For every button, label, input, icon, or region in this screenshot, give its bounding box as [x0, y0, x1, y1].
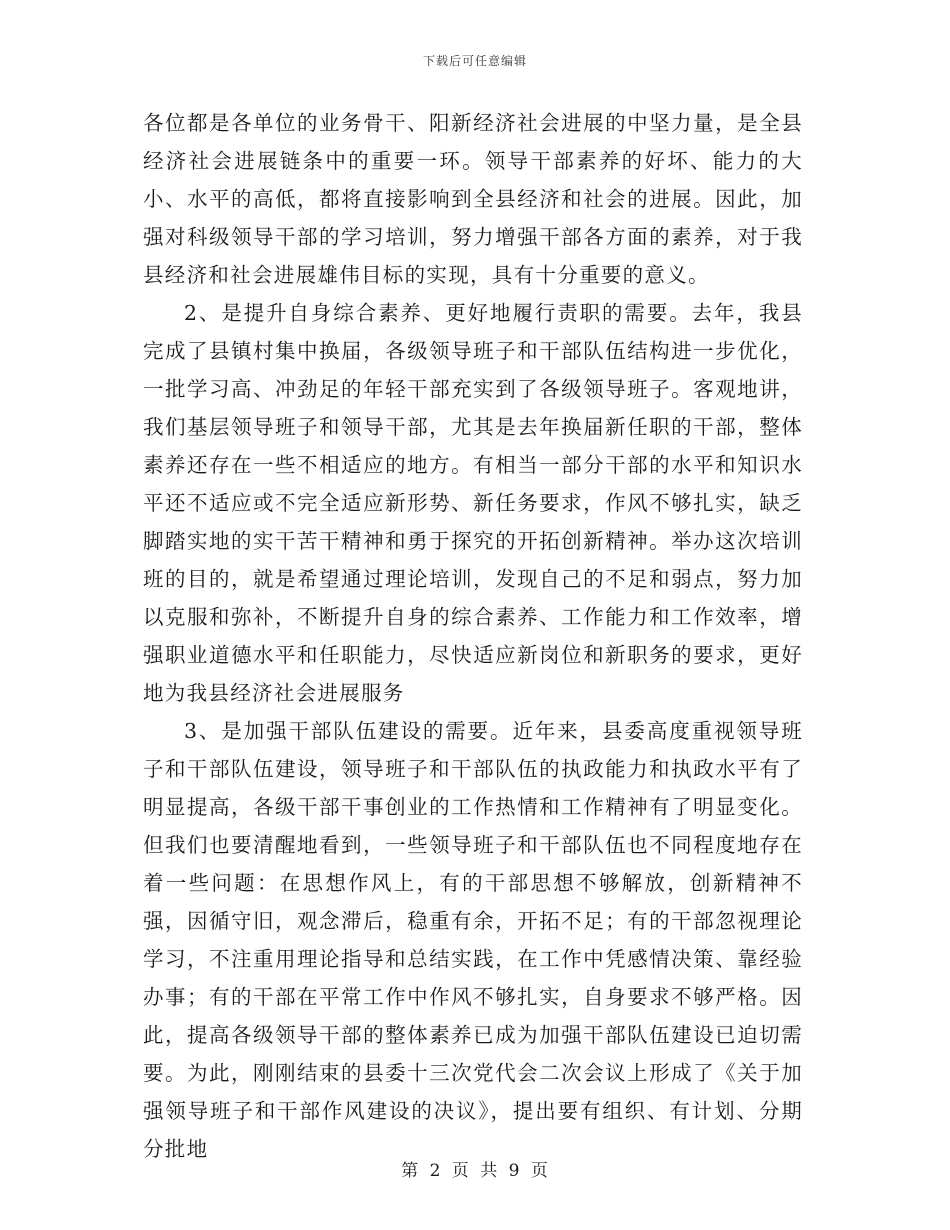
paragraph-3: 3、是加强干部队伍建设的需要。近年来，县委高度重视领导班子和干部队伍建设，领导班子和干部队伍的执政能力和执政水平有了明显提高，各级干部干事创业的工作热情和工作精神有了明显变化。但我们也要清醒地看到，一些领导班子和干部队伍也不同程度地存在着一些问题：在思想作风上，有的干部思想不够解放，创新精神不强，因循守旧，观念滞后，稳重有余，开拓不足；有的干部忽视理论学习，不注重用理论指导和总结实践，在工作中凭感情决策、靠经验办事；有的干部在平常工作中作风不够扎实，自身要求不够严格。因此，提高各级领导干部的整体素养已成为加强干部队伍建设已迫切需要。为此，刚刚结束的县委十三次党代会二次会议上形成了《关于加强领导班子和干部作风建设的决议》，提出要有组织、有计划、分期分批地 [143, 719, 803, 1161]
page-number: 第 2 页 共 9 页 [401, 1161, 549, 1181]
body-text [143, 104, 803, 1168]
paragraph-1: 各位都是各单位的业务骨干、阳新经济社会进展的中坚力量，是全县经济社会进展链条中的重要一环。领导干部素养的好坏、能力的大小、水平的高低，都将直接影响到全县经济和社会的进展。因此，加强对科级领导干部的学习培训，努力增强干部各方面的素养，对于我县经济和社会进展雄伟目标的实现，具有十分重要的意义。 [143, 111, 803, 287]
page-header-note: 下载后可任意编辑 [422, 54, 527, 68]
paragraph-2: 2、是提升自身综合素养、更好地履行责职的需要。去年，我县完成了县镇村集中换届，各级领导班子和干部队伍结构进一步优化，一批学习高、冲劲足的年轻干部充实到了各级领导班子。客观地讲，我们基层领导班子和领导干部，尤其是去年换届新任职的干部，整体素养还存在一些不相适应的地方。有相当一部分干部的水平和知识水平还不适应或不完全适应新形势、新任务要求，作风不够扎实，缺乏脚踏实地的实干苦干精神和勇于探究的开拓创新精神。举办这次培训班的目的，就是希望通过理论培训，发现自己的不足和弱点，努力加以克服和弥补，不断提升自身的综合素养、工作能力和工作效率，增强职业道德水平和任职能力，尽快适应新岗位和新职务的要求，更好地为我县经济社会进展服务 [143, 301, 803, 705]
